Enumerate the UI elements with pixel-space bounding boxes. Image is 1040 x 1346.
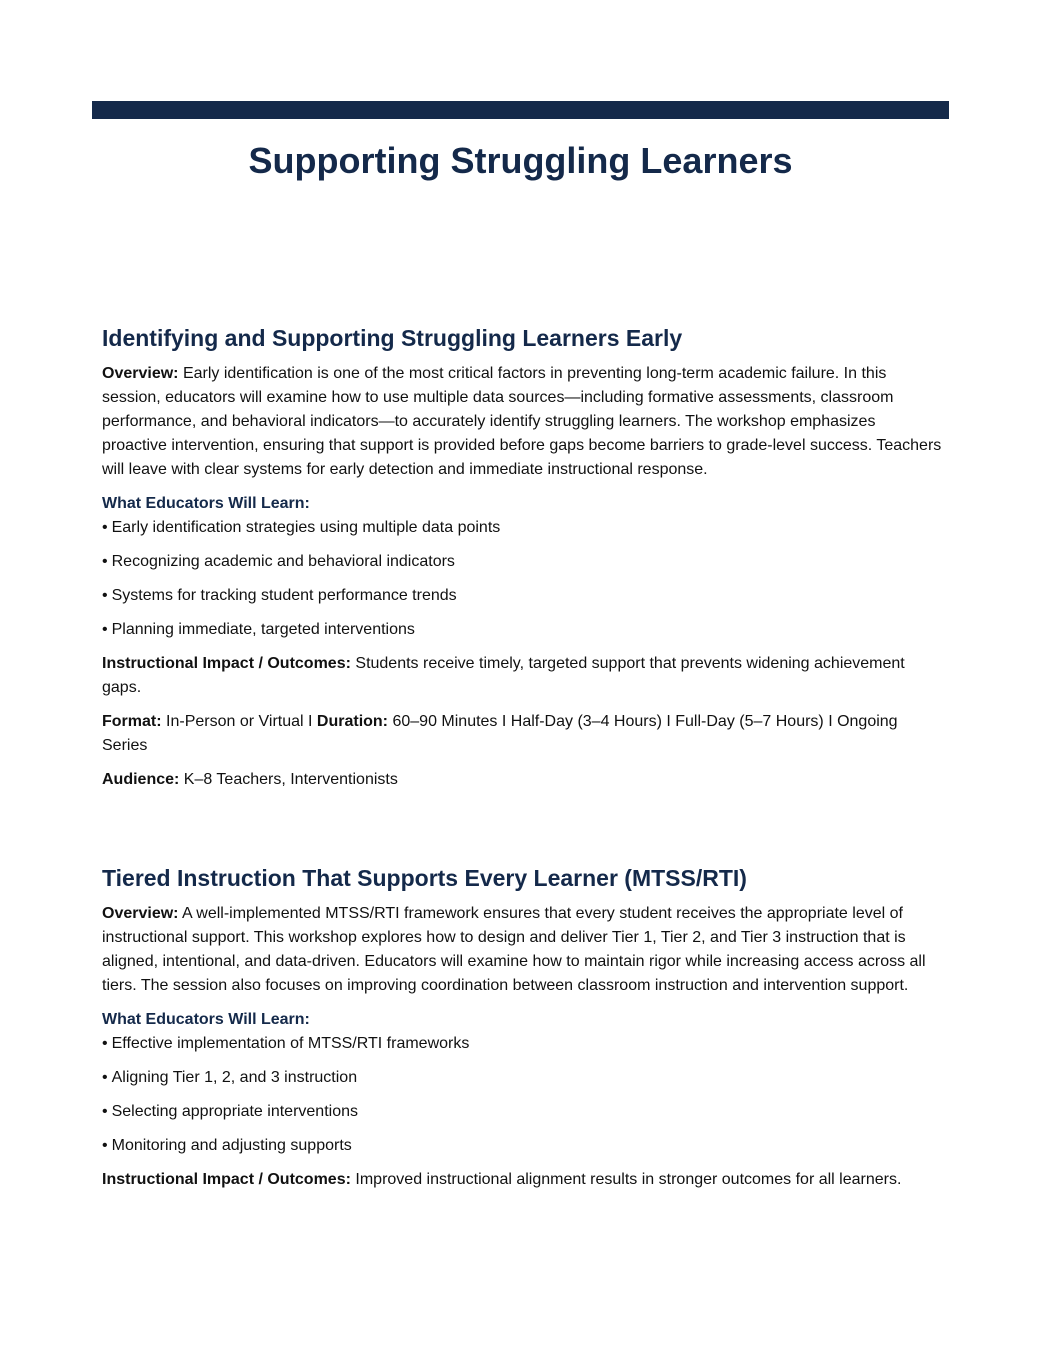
bullet-icon: • xyxy=(102,1069,108,1086)
bullet-icon: • xyxy=(102,621,108,638)
impact-label: Instructional Impact / Outcomes: xyxy=(102,655,351,672)
bullet-icon: • xyxy=(102,1035,108,1052)
audience-paragraph xyxy=(102,768,942,792)
list-item: • Monitoring and adjusting supports xyxy=(102,1137,352,1154)
overview-label: Overview: xyxy=(102,365,179,382)
learn-list xyxy=(102,1032,942,1158)
overview-paragraph xyxy=(102,902,942,998)
learn-list xyxy=(102,516,942,642)
learn-heading: What Educators Will Learn: xyxy=(102,495,310,512)
document-title: Supporting Struggling Learners xyxy=(248,140,793,181)
impact-label: Instructional Impact / Outcomes: xyxy=(102,1171,351,1188)
list-item: • Selecting appropriate interventions xyxy=(102,1103,358,1120)
overview-label: Overview: xyxy=(102,905,179,922)
impact-paragraph xyxy=(102,1168,942,1192)
impact-text: Improved instructional alignment results in stronger outcomes for all learners. xyxy=(355,1171,902,1188)
bullet-icon: • xyxy=(102,587,108,604)
duration-label: Duration: xyxy=(316,713,389,730)
list-item: • Aligning Tier 1, 2, and 3 instruction xyxy=(102,1069,358,1086)
overview-text: A well-implemented MTSS/RTI framework ensures that every student receives the appropriate level of instructional support. This workshop explores how to design and deliver Tier 1, Tier 2, and Tier 3 instruction that is aligned, intentional, and data-driven. Educators will examine how to maintain rigor while increasing access across all tiers. The session also focuses on improving coordination between classroom instruction and intervention support. xyxy=(102,905,926,994)
bullet-icon: • xyxy=(102,519,108,536)
impact-text: Students receive timely, targeted support that prevents widening achievement gaps. xyxy=(102,655,905,696)
bullet-icon: • xyxy=(102,553,108,570)
section-heading: Tiered Instruction That Supports Every Learner (MTSS/RTI) xyxy=(102,865,747,891)
format-label: Format: xyxy=(102,713,162,730)
list-item: • Systems for tracking student performance trends xyxy=(102,587,457,604)
overview-text: Early identification is one of the most critical factors in preventing long-term academic failure. In this session, educators will examine how to use multiple data sources—including formative assessments, classroom performance, and behavioral indicators—to accurately identify struggling learners. The workshop emphasizes proactive intervention, ensuring that support is provided before gaps become barriers to grade-level success. Teachers will leave with clear systems for early detection and immediate instructional response. xyxy=(102,365,942,478)
duration-text: 60–90 Minutes I Half-Day (3–4 Hours) I Full-Day (5–7 Hours) I Ongoing Series xyxy=(102,713,898,754)
audience-text: K–8 Teachers, Interventionists xyxy=(183,771,398,788)
bullet-icon: • xyxy=(102,1137,108,1154)
section-heading: Identifying and Supporting Struggling Learners Early xyxy=(102,325,683,351)
format-paragraph xyxy=(102,710,942,758)
impact-paragraph xyxy=(102,652,942,700)
list-item: • Early identification strategies using multiple data points xyxy=(102,519,501,536)
section-tiered-instruction xyxy=(102,862,942,1192)
list-item: • Effective implementation of MTSS/RTI frameworks xyxy=(102,1035,470,1052)
audience-label: Audience: xyxy=(102,771,180,788)
section-early-identification xyxy=(102,322,942,792)
format-text: In-Person or Virtual I xyxy=(166,713,313,730)
list-item: • Recognizing academic and behavioral indicators xyxy=(102,553,455,570)
list-item: • Planning immediate, targeted interventions xyxy=(102,621,415,638)
learn-heading: What Educators Will Learn: xyxy=(102,1011,310,1028)
overview-paragraph xyxy=(102,362,942,482)
bullet-icon: • xyxy=(102,1103,108,1120)
header-rule xyxy=(92,101,949,119)
